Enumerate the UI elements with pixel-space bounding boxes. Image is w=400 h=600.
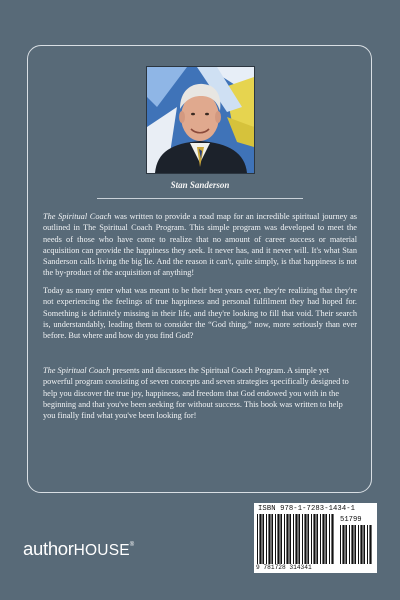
- price-code: 51799: [340, 516, 362, 524]
- description-paragraph-2: [43, 285, 357, 341]
- isbn-digits: 9 781728 314341: [256, 564, 312, 571]
- logo-house: HOUSE: [73, 542, 130, 559]
- registered-mark: ®: [129, 542, 134, 548]
- description-paragraph-1: [43, 211, 357, 279]
- isbn-barcode: [254, 503, 377, 573]
- paragraph-text: was written to provide a road map for an incredible spiritual journey as outlined in The Spiritual Coach Program. This simple program was developed to meet the needs of those who have come to realize that no amount of career success or material acquisition can provide the happiness they seek. It never has, and it never will. It's what Stan Sanderson calls living the big lie. And the reason it can't, quite simply, is that happiness is not the by-product of the acquisition of anything!: [43, 212, 357, 278]
- book-title: The Spiritual Coach: [43, 212, 112, 221]
- divider: [97, 198, 303, 199]
- author-name-caption: Stan Sanderson: [170, 180, 230, 190]
- barcode-bars: [257, 514, 335, 564]
- publisher-logo: [23, 538, 134, 560]
- isbn-label: ISBN 978-1-7283-1434-1: [258, 505, 356, 513]
- paragraph-text: presents and discusses the Spiritual Coach Program. A simple yet powerful program consisting of seven concepts and seven strategies specifically designed to help you discover the true joy, happiness, and freedom that God endowed you with in the beginning and that you've been seeking for without success. This book was written to help you finally find what you've been looking for!: [43, 366, 349, 421]
- description-paragraph-3: [43, 365, 357, 421]
- logo-author: author: [23, 538, 74, 559]
- author-photo: [146, 66, 255, 174]
- book-title: The Spiritual Coach: [43, 366, 111, 375]
- price-barcode-bars: [340, 525, 372, 564]
- paragraph-text: Today as many enter what was meant to be their best years ever, they're realizing that they're not experiencing the feelings of true happiness and personal fulfilment they had hoped for. Something is definitely missing in their life, and they're looking to fill that void. Their search is, understandably, leading them to consider the “God thing,” now, more seriously than ever before. But where and how do you find God?: [43, 286, 357, 341]
